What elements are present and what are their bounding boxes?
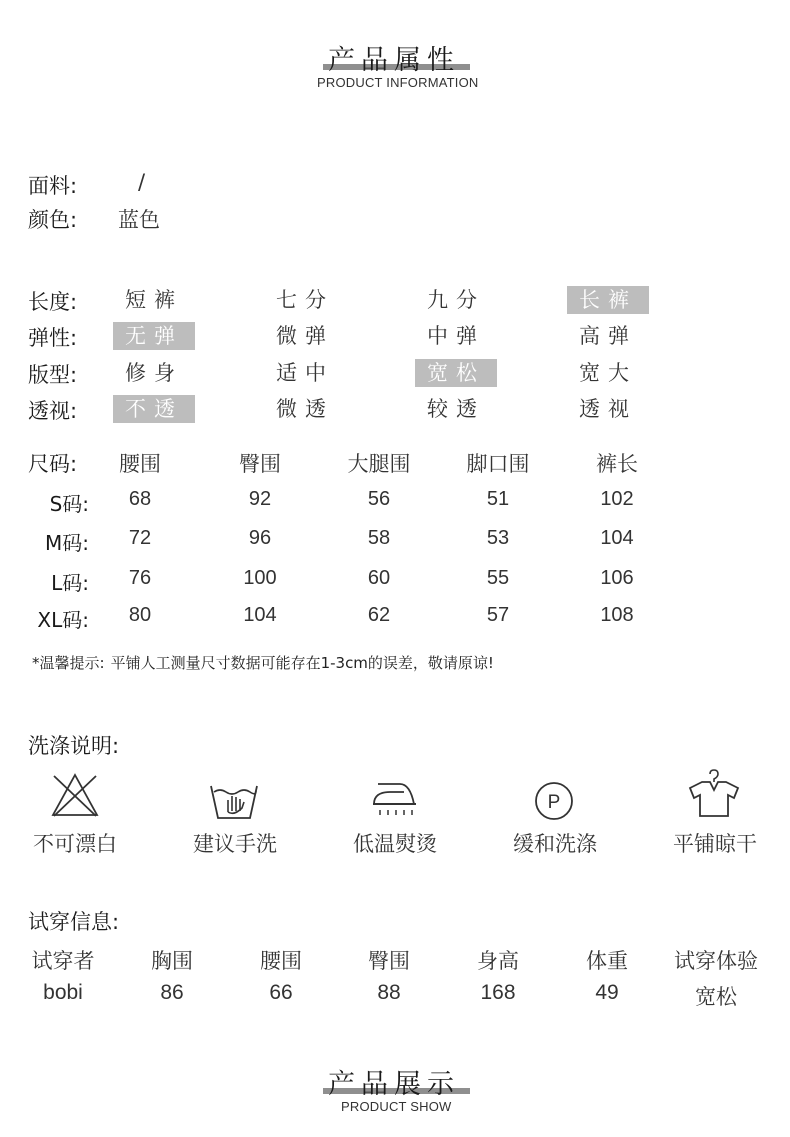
tip-prefix: *温馨提示:: [32, 654, 105, 672]
attr-option: 微弹: [276, 324, 334, 348]
no-bleach-icon: [50, 772, 100, 818]
tryon-header: 腰围: [260, 949, 302, 973]
attr-option-selected: 无弹: [113, 322, 195, 350]
tryon-value: 66: [269, 981, 293, 1004]
tryon-value: 86: [160, 981, 184, 1004]
size-cell: 55: [486, 567, 510, 589]
attr-option: 短裤: [125, 288, 183, 312]
washing-title: 洗涤说明:: [28, 734, 120, 758]
hand-wash-icon: [208, 778, 260, 822]
fabric-value: /: [138, 170, 146, 194]
size-header: 大腿围: [347, 452, 411, 476]
section-title-product-show: 产品展示: [328, 1069, 460, 1100]
size-row-label: S码:: [49, 492, 89, 516]
attr-option-selected: 不透: [113, 395, 195, 423]
attr-label-sheerness: 透视:: [28, 399, 78, 423]
tryon-header: 试穿体验: [674, 949, 758, 973]
attr-option: 高弹: [579, 324, 637, 348]
size-cell: 92: [248, 488, 272, 510]
fabric-label: 面料:: [28, 174, 78, 198]
tryon-header: 试穿者: [31, 949, 95, 973]
attr-option: 宽大: [579, 361, 637, 385]
size-row-label: L码:: [51, 571, 89, 595]
tip-text: 平铺人工测量尺寸数据可能存在1-3cm的误差，敬请原谅!: [110, 654, 494, 672]
size-cell: 104: [600, 527, 634, 549]
attr-label-fit: 版型:: [28, 363, 78, 387]
size-header: 臀围: [239, 452, 281, 476]
size-cell: 68: [128, 488, 152, 510]
gentle-wash-glyph: P: [547, 792, 561, 813]
attr-option: 透视: [579, 397, 637, 421]
size-cell: 58: [367, 527, 391, 549]
section-subtitle-product-show: PRODUCT SHOW: [341, 1099, 452, 1114]
tryon-title: 试穿信息:: [28, 910, 120, 934]
size-cell: 76: [128, 567, 152, 589]
size-cell: 106: [600, 567, 634, 589]
wash-label: 缓和洗涤: [513, 832, 597, 856]
size-cell: 80: [128, 604, 152, 626]
size-cell: 51: [486, 488, 510, 510]
tryon-value: 宽松: [695, 986, 737, 1009]
size-row-label: M码:: [45, 531, 89, 555]
size-cell: 108: [600, 604, 634, 626]
wash-label: 建议手洗: [193, 832, 277, 856]
attr-label-length: 长度:: [28, 290, 78, 314]
tryon-header: 体重: [586, 949, 628, 973]
size-cell: 56: [367, 488, 391, 510]
tryon-header: 臀围: [368, 949, 410, 973]
wash-label: 低温熨烫: [353, 832, 437, 856]
size-header: 脚口围: [466, 452, 530, 476]
attr-label-elasticity: 弹性:: [28, 326, 78, 350]
wash-label: 平铺晾干: [673, 832, 757, 856]
measurement-tip: [32, 652, 494, 673]
size-cell: 72: [128, 527, 152, 549]
size-cell: 102: [600, 488, 634, 510]
wash-label: 不可漂白: [33, 832, 117, 856]
attr-option-selected: 宽松: [415, 359, 497, 387]
attr-option-selected: 长裤: [567, 286, 649, 314]
tryon-value: 168: [480, 981, 516, 1004]
size-cell: 104: [243, 604, 277, 626]
attr-option: 七分: [276, 288, 334, 312]
color-label: 颜色:: [28, 208, 78, 232]
color-value: 蓝色: [118, 208, 160, 232]
tryon-value: 49: [595, 981, 619, 1004]
size-cell: 96: [248, 527, 272, 549]
attr-option: 九分: [427, 288, 485, 312]
low-temp-iron-icon: [370, 778, 420, 820]
tryon-header: 胸围: [151, 949, 193, 973]
flat-dry-icon: [688, 768, 740, 820]
size-cell: 53: [486, 527, 510, 549]
attr-option: 中弹: [427, 324, 485, 348]
tryon-header: 身高: [477, 949, 519, 973]
size-cell: 62: [367, 604, 391, 626]
gentle-wash-icon: [533, 780, 575, 822]
attr-option: 微透: [276, 397, 334, 421]
attr-option: 修身: [125, 361, 183, 385]
size-cell: 60: [367, 567, 391, 589]
size-table-label: 尺码:: [28, 452, 78, 476]
tryon-value: bobi: [43, 981, 83, 1004]
size-cell: 100: [243, 567, 277, 589]
page-subtitle: PRODUCT INFORMATION: [317, 75, 479, 90]
attr-option: 适中: [276, 361, 334, 385]
size-header: 裤长: [596, 452, 638, 476]
size-header: 腰围: [119, 452, 161, 476]
size-cell: 57: [486, 604, 510, 626]
size-row-label: XL码:: [37, 608, 89, 632]
tryon-value: 88: [377, 981, 401, 1004]
page-title: 产品属性: [328, 45, 460, 76]
attr-option: 较透: [427, 397, 485, 421]
